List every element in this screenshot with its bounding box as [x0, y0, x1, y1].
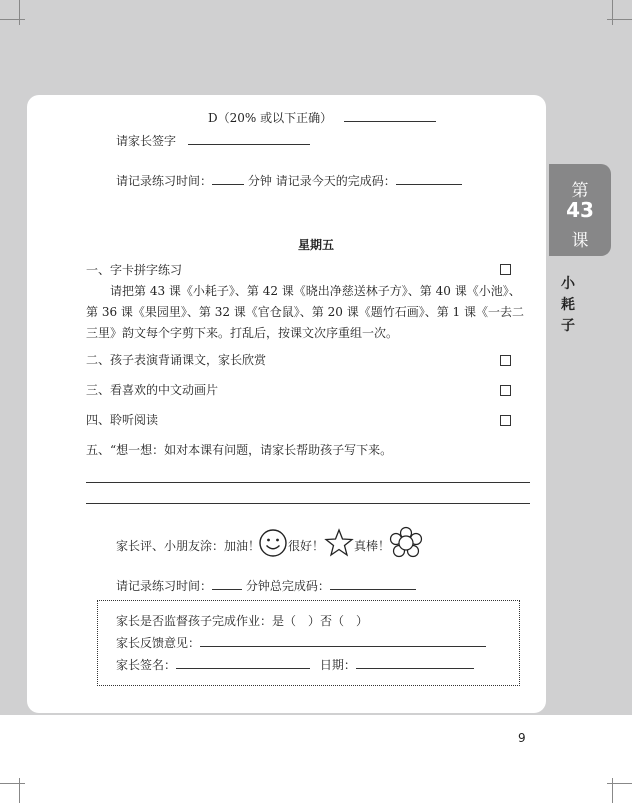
crop-mark — [607, 19, 632, 20]
total-time-label: 请记录练习时间： — [116, 579, 213, 593]
task-4: 四、聆听阅读 — [86, 413, 159, 427]
flower-icon[interactable] — [388, 526, 424, 560]
crop-mark — [612, 778, 613, 803]
date-blank[interactable] — [356, 657, 474, 669]
lesson-side-title — [557, 274, 579, 337]
side-title-char: 子 — [561, 318, 575, 334]
total-time-line — [116, 578, 416, 594]
crop-mark — [19, 778, 20, 803]
crop-mark — [19, 0, 20, 25]
sign-label: 家长签名： — [116, 658, 177, 672]
minutes-label: 分钟 — [247, 174, 272, 188]
code-label: 请记录今天的完成码： — [275, 174, 396, 188]
crop-mark — [0, 783, 25, 784]
side-title-char: 小 — [561, 276, 575, 292]
lesson-tab — [549, 164, 611, 256]
date-label: 日期： — [319, 658, 356, 672]
grade-d-text: D（20% 或以下正确） — [208, 111, 333, 125]
review-prefix: 家长评、小朋友涂：加油！ — [116, 539, 261, 553]
crop-mark — [0, 19, 25, 20]
sign-date-line — [116, 657, 474, 673]
task-5: 五、“想一想：如对本课有问题，请家长帮助孩子写下来。 — [86, 443, 393, 457]
parent-sign-label: 请家长签字 — [116, 134, 177, 148]
grade-d-blank[interactable] — [344, 110, 436, 122]
task-1-description: 请把第 43 课《小耗子》、第 42 课《晓出净慈送林子方》、第 40 课《小池》、第 36 课《果园里》、第 32 课《官仓鼠》、第 20 课《题竹石画》、第 1 课《一去二三里》韵文每个字剪下来。打乱后，按课文次序重组一次。 — [86, 284, 524, 340]
task-1: 一、字卡拼字练习 — [86, 263, 183, 277]
checkbox-icon[interactable] — [500, 415, 511, 426]
task-3: 三、看喜欢的中文动画片 — [86, 383, 219, 397]
day-title: 星期五 — [297, 238, 334, 252]
total-time-blank[interactable] — [212, 578, 242, 590]
smiley-face-icon[interactable] — [258, 528, 288, 558]
checkbox-icon[interactable] — [500, 385, 511, 396]
task-2: 二、孩子表演背诵课文，家长欣赏 — [86, 353, 267, 367]
lesson-tab-prefix: 第 — [571, 181, 589, 201]
checkbox-icon[interactable] — [500, 355, 511, 366]
supervision-question: 家长是否监督孩子完成作业：是（ ）否（ ） — [116, 614, 369, 628]
crop-mark — [607, 783, 632, 784]
grade-d-line — [208, 110, 436, 126]
crop-mark — [612, 0, 613, 25]
answer-line[interactable] — [86, 482, 530, 483]
total-code-blank[interactable] — [330, 578, 416, 590]
code-blank[interactable] — [396, 173, 462, 185]
answer-line[interactable] — [86, 503, 530, 504]
parent-sign-blank[interactable] — [188, 133, 310, 145]
time-label: 请记录练习时间： — [116, 174, 213, 188]
review-great: 真棒！ — [354, 539, 391, 553]
lesson-tab-suffix: 课 — [571, 231, 589, 251]
star-icon[interactable] — [324, 528, 354, 558]
lesson-number: 43 — [566, 198, 594, 222]
review-good: 很好！ — [288, 539, 325, 553]
time-record-line — [116, 173, 462, 189]
side-title-char: 耗 — [561, 297, 575, 313]
feedback-blank[interactable] — [200, 635, 486, 647]
page-number: 9 — [518, 731, 526, 745]
sign-blank[interactable] — [176, 657, 310, 669]
checkbox-icon[interactable] — [500, 264, 511, 275]
feedback-line — [116, 635, 486, 651]
total-code-label: 分钟总完成码： — [245, 579, 330, 593]
feedback-label: 家长反馈意见： — [116, 636, 201, 650]
parent-sign-line — [116, 133, 310, 149]
time-blank[interactable] — [212, 173, 244, 185]
